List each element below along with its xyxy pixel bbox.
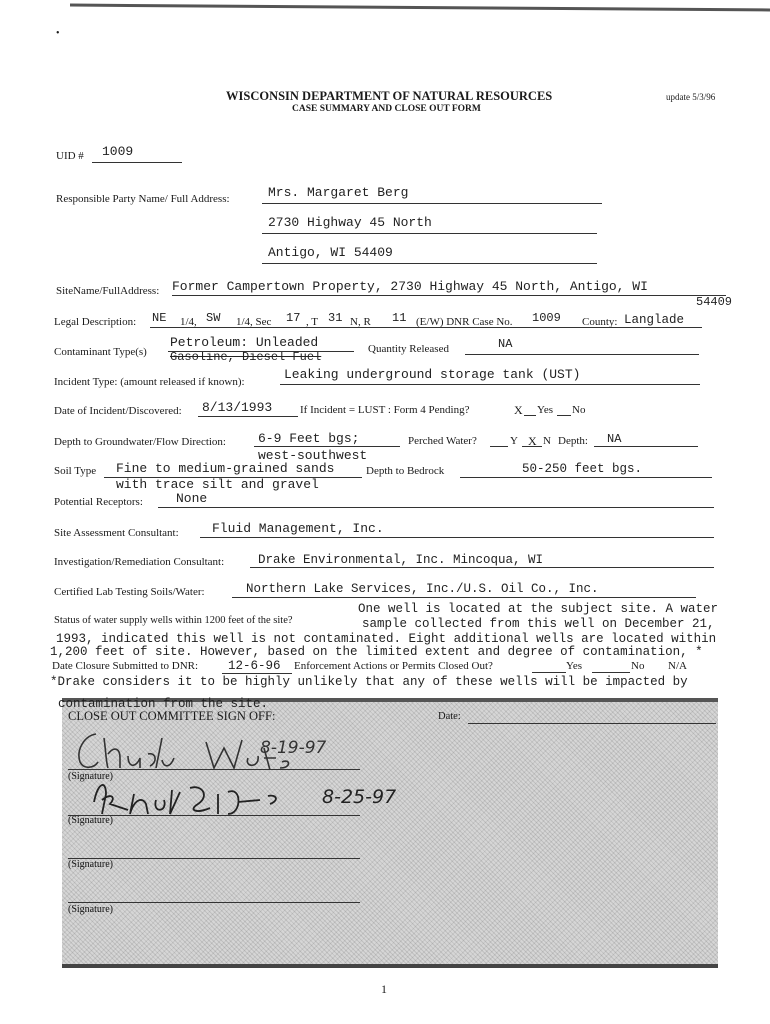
signoff-title: CLOSE OUT COMMITTEE SIGN OFF: bbox=[68, 709, 276, 723]
responsible-party-name[interactable]: Mrs. Margaret Berg bbox=[268, 185, 409, 200]
soil-value-2[interactable]: with trace silt and gravel bbox=[116, 477, 319, 492]
lab-underline bbox=[232, 597, 696, 598]
quantity-label: Quantity Released bbox=[368, 343, 449, 355]
perched-y-underline bbox=[490, 446, 508, 447]
perched-x-mark[interactable]: X bbox=[528, 434, 537, 448]
perched-y: Y bbox=[510, 435, 518, 447]
legal-q2[interactable]: SW bbox=[206, 311, 221, 325]
form4-no: No bbox=[572, 404, 586, 416]
date-incident-value[interactable]: 8/13/1993 bbox=[202, 400, 273, 415]
city-underline bbox=[262, 263, 597, 264]
legal-t-prefix: , T bbox=[306, 316, 319, 328]
contaminant-underline bbox=[168, 351, 354, 352]
form4-yes-underline bbox=[557, 415, 571, 416]
signoff-date-label: Date: bbox=[438, 711, 461, 722]
lab-value[interactable]: Northern Lake Services, Inc./U.S. Oil Co., Inc. bbox=[246, 582, 599, 596]
remediation-value[interactable]: Drake Environmental, Inc. Mincoqua, WI bbox=[258, 553, 544, 567]
receptors-underline bbox=[158, 507, 714, 508]
closure-value[interactable]: 12-6-96 bbox=[228, 659, 281, 673]
form4-yes: Yes bbox=[537, 404, 554, 416]
legal-underline bbox=[150, 327, 702, 328]
lust-text: If Incident = LUST : Form 4 Pending? bbox=[300, 404, 470, 416]
county-value[interactable]: Langlade bbox=[624, 313, 685, 327]
flow-direction[interactable]: west-southwest bbox=[258, 448, 368, 463]
perched-depth-underline bbox=[594, 446, 698, 447]
incident-underline bbox=[280, 384, 700, 385]
contaminant-line1[interactable]: Petroleum: Unleaded bbox=[170, 335, 319, 350]
soil-label: Soil Type bbox=[54, 465, 97, 477]
perched-n: N bbox=[543, 435, 551, 447]
responsible-party-label: Responsible Party Name/ Full Address: bbox=[56, 193, 230, 205]
signoff-box bbox=[58, 697, 718, 968]
remediation-label: Investigation/Remediation Consultant: bbox=[54, 556, 225, 568]
site-underline bbox=[172, 295, 726, 296]
enforce-na: N/A bbox=[668, 660, 687, 672]
wells-label: Status of water supply wells within 1200 feet of the site? bbox=[54, 615, 293, 626]
form4-x-underline bbox=[524, 415, 536, 416]
signature-1-date: 8-19-97 bbox=[260, 738, 327, 758]
update-date: update 5/3/96 bbox=[666, 92, 716, 102]
wells-line3[interactable]: 1993, indicated this well is not contaminated. Eight additional wells are located within bbox=[56, 632, 717, 646]
perched-depth-value[interactable]: NA bbox=[607, 432, 622, 446]
receptors-label: Potential Receptors: bbox=[54, 496, 143, 508]
signature-1-label: (Signature) bbox=[68, 771, 113, 782]
enforce-yes: Yes bbox=[566, 660, 583, 672]
bedrock-label: Depth to Bedrock bbox=[366, 465, 445, 477]
depth-value[interactable]: 6-9 Feet bgs; bbox=[258, 431, 360, 446]
receptors-value[interactable]: None bbox=[176, 491, 208, 506]
date-incident-label: Date of Incident/Discovered: bbox=[54, 405, 182, 417]
site-value[interactable]: Former Campertown Property, 2730 Highway 45 North, Antigo, WI bbox=[172, 279, 648, 294]
street-underline bbox=[262, 233, 597, 234]
site-zip[interactable]: 54409 bbox=[696, 295, 733, 309]
consultant-value[interactable]: Fluid Management, Inc. bbox=[212, 521, 384, 536]
enforcement-label: Enforcement Actions or Permits Closed Out? bbox=[294, 660, 493, 672]
signature-3-label: (Signature) bbox=[68, 859, 113, 870]
legal-label: Legal Description: bbox=[54, 316, 137, 328]
perched-label: Perched Water? bbox=[408, 435, 477, 447]
tick-mark: • bbox=[56, 28, 60, 39]
bedrock-value[interactable]: 50-250 feet bgs. bbox=[522, 462, 643, 476]
page-number: 1 bbox=[381, 982, 387, 996]
legal-q1-suffix: 1/4, bbox=[180, 316, 197, 328]
depth-label: Depth to Groundwater/Flow Direction: bbox=[54, 436, 226, 448]
incident-type-value[interactable]: Leaking underground storage tank (UST) bbox=[284, 367, 581, 382]
contaminant-label: Contaminant Type(s) bbox=[54, 346, 147, 358]
signoff-date-line bbox=[468, 723, 716, 724]
legal-r-prefix: N, R bbox=[350, 316, 371, 328]
signature-4-line bbox=[68, 902, 360, 903]
site-label: SiteName/FullAddress: bbox=[56, 285, 160, 297]
form-title: CASE SUMMARY AND CLOSE OUT FORM bbox=[292, 104, 481, 114]
contaminant-line2[interactable]: Gasoline, Diesel Fuel bbox=[170, 350, 322, 364]
perched-depth-label: Depth: bbox=[558, 435, 588, 447]
signature-2-label: (Signature) bbox=[68, 815, 113, 826]
responsible-party-street[interactable]: 2730 Highway 45 North bbox=[268, 215, 432, 230]
incident-type-label: Incident Type: (amount released if known): bbox=[54, 376, 245, 388]
enforce-yes-underline bbox=[532, 672, 566, 673]
legal-ew: (E/W) DNR Case No. bbox=[416, 316, 513, 328]
agency-title: WISCONSIN DEPARTMENT OF NATURAL RESOURCES bbox=[226, 89, 553, 103]
closure-underline bbox=[222, 673, 292, 674]
soil-value[interactable]: Fine to medium-grained sands bbox=[116, 461, 335, 476]
enforce-no: No bbox=[631, 660, 645, 672]
footnote-line1: *Drake considers it to be highly unlikely that any of these wells will be impacted by bbox=[50, 675, 688, 689]
legal-t[interactable]: 31 bbox=[328, 311, 343, 325]
footnote-line2: contamination from the site. bbox=[58, 697, 269, 711]
closure-label: Date Closure Submitted to DNR: bbox=[52, 660, 199, 672]
legal-q2-suffix: 1/4, Sec bbox=[236, 316, 272, 328]
responsible-party-city[interactable]: Antigo, WI 54409 bbox=[268, 245, 393, 260]
quantity-underline bbox=[465, 354, 699, 355]
name-underline bbox=[262, 203, 602, 204]
uid-value[interactable]: 1009 bbox=[102, 144, 134, 159]
dnr-case-number[interactable]: 1009 bbox=[532, 311, 561, 325]
signature-2-date: 8-25-97 bbox=[322, 786, 397, 808]
wells-line4[interactable]: 1,200 feet of site. However, based on the limited extent and degree of contamination, * bbox=[50, 645, 703, 659]
remediation-underline bbox=[250, 567, 714, 568]
wells-line2[interactable]: sample collected from this well on December 21, bbox=[362, 617, 715, 631]
form4-x-mark[interactable]: X bbox=[514, 403, 523, 417]
legal-sec[interactable]: 17 bbox=[286, 311, 301, 325]
legal-r[interactable]: 11 bbox=[392, 311, 407, 325]
uid-label: UID # bbox=[56, 150, 84, 162]
county-label: County: bbox=[582, 316, 618, 328]
uid-underline bbox=[92, 162, 182, 163]
legal-q1[interactable]: NE bbox=[152, 311, 167, 325]
scan-edge-line bbox=[70, 4, 770, 12]
signature-1-line bbox=[68, 769, 360, 770]
lab-label: Certified Lab Testing Soils/Water: bbox=[54, 586, 205, 598]
consultant-label: Site Assessment Consultant: bbox=[54, 527, 179, 539]
consultant-underline bbox=[200, 537, 714, 538]
depth-underline bbox=[254, 446, 400, 447]
signature-4-label: (Signature) bbox=[68, 904, 113, 915]
bedrock-underline bbox=[460, 477, 712, 478]
date-incident-underline bbox=[198, 416, 298, 417]
quantity-value[interactable]: NA bbox=[498, 337, 513, 351]
enforce-no-underline bbox=[592, 672, 630, 673]
wells-line1[interactable]: One well is located at the subject site. A water bbox=[358, 602, 719, 616]
